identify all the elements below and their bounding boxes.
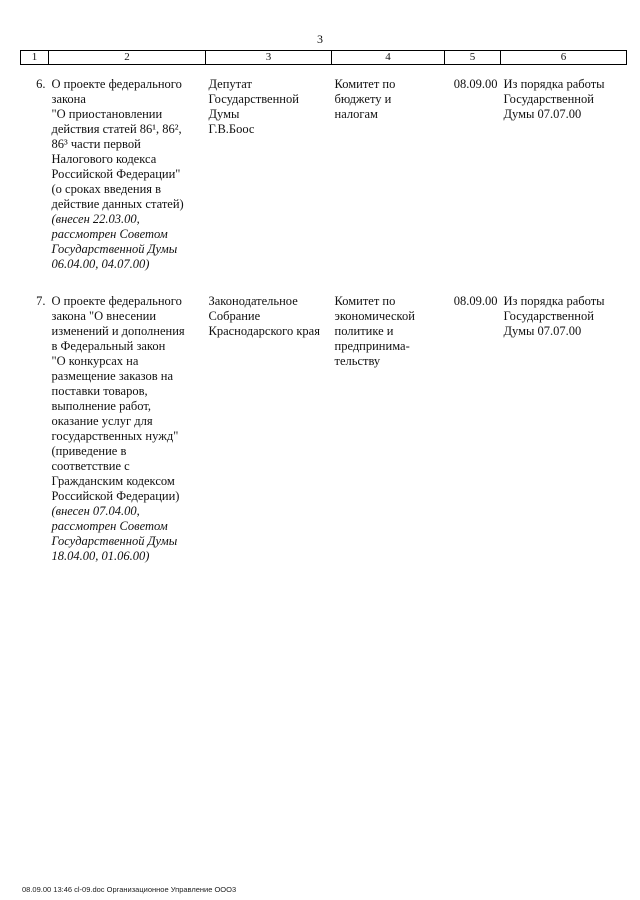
bill-title-cell bbox=[49, 294, 206, 564]
bill-title: О проекте федерального закона "О приостановлении действия статей 86¹, 86², 86³ части первой Налогового кодекса Российской Федерации" (о сроках введения в действие данных статей) bbox=[51, 77, 184, 211]
date-cell: 08.09.00 bbox=[453, 294, 498, 308]
committee-cell: Комитет по экономической политике и предпринима- тельству bbox=[334, 294, 415, 368]
bill-note: (внесен 22.03.00, рассмотрен Советом Государственной Думы 06.04.00, 04.07.00) bbox=[51, 212, 178, 271]
page-number: 3 bbox=[317, 32, 323, 46]
committee-cell: Комитет по бюджету и налогам bbox=[334, 77, 396, 121]
date-cell: 08.09.00 bbox=[453, 77, 498, 91]
column-header: 2 bbox=[49, 51, 206, 65]
decision-cell: Из порядка работы Государственной Думы 07.07.00 bbox=[503, 294, 605, 338]
column-header: 5 bbox=[445, 51, 501, 65]
table-row bbox=[21, 294, 627, 564]
initiator-cell: Законодательное Собрание Краснодарского края bbox=[208, 294, 320, 338]
decision-cell: Из порядка работы Государственной Думы 07.07.00 bbox=[503, 77, 605, 121]
document-footer: 08.09.00 13:46 cl-09.doc Организационное Управление ООО3 bbox=[22, 885, 237, 894]
column-header-row bbox=[21, 51, 627, 65]
table-row bbox=[21, 77, 627, 272]
column-header: 6 bbox=[501, 51, 627, 65]
column-header: 1 bbox=[21, 51, 49, 65]
row-number: 6. bbox=[36, 77, 46, 91]
row-number: 7. bbox=[36, 294, 46, 308]
column-header: 4 bbox=[332, 51, 445, 65]
initiator-cell: Депутат Государственной Думы Г.В.Боос bbox=[208, 77, 299, 136]
agenda-table bbox=[20, 50, 627, 564]
bill-note: (внесен 07.04.00, рассмотрен Советом Государственной Думы 18.04.00, 01.06.00) bbox=[51, 504, 178, 563]
column-header: 3 bbox=[206, 51, 332, 65]
bill-title-cell bbox=[49, 77, 206, 272]
bill-title: О проекте федерального закона "О внесении изменений и дополнения в Федеральный закон "О конкурсах на размещение заказов на поставки товаров, выполнение работ, оказание услуг для государственных нужд" (приведение в соответствие с Гражданским кодексом Российской Федерации) bbox=[51, 294, 185, 503]
